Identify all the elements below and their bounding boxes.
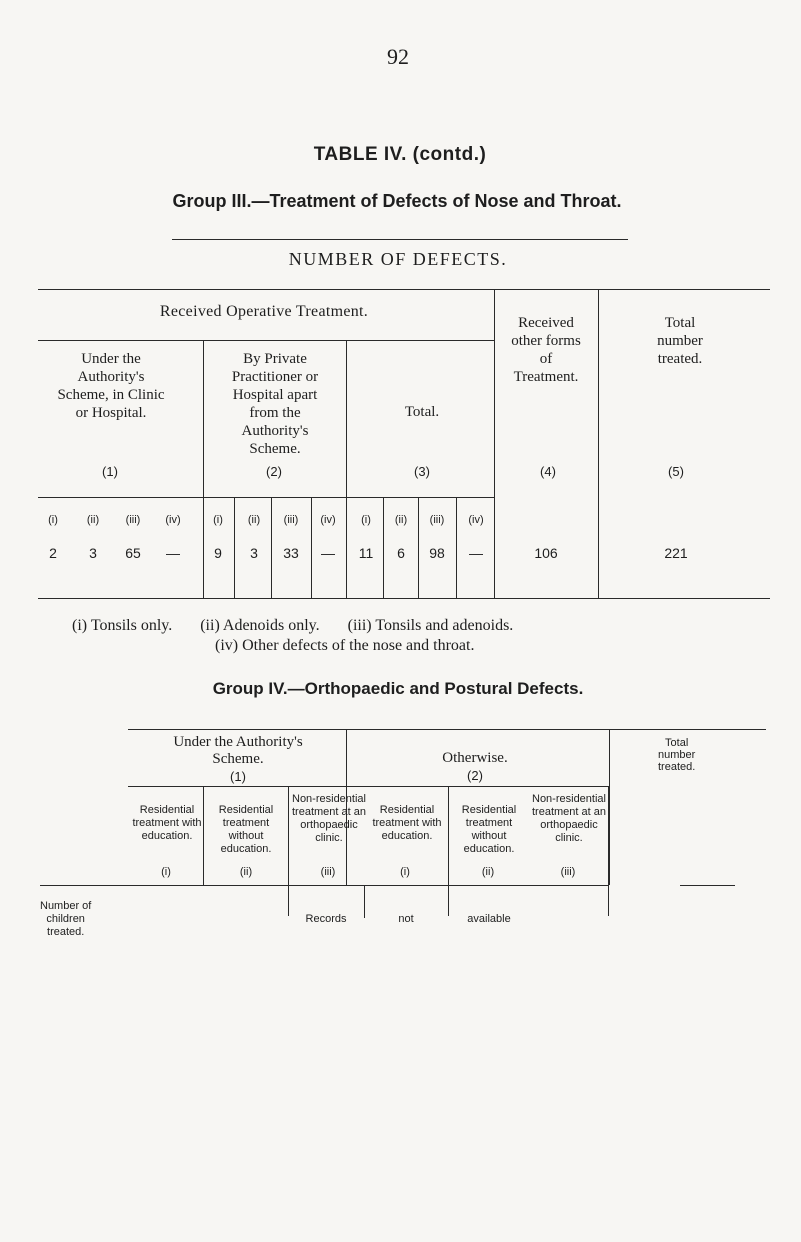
- subheader-3-i: (i): [361, 514, 371, 526]
- subheader-4-1-iii-num: (iii): [320, 866, 336, 878]
- value-2-iii: 33: [283, 545, 299, 561]
- subheader-4-1-i: Residential treatment with education.: [132, 804, 202, 842]
- subheader-2-ii: (ii): [247, 514, 261, 526]
- records-cell: Records: [305, 913, 347, 925]
- footnote-line-2: (iv) Other defects of the nose and throat.: [215, 637, 475, 654]
- value-1-ii: 3: [89, 545, 97, 561]
- available-cell: available: [467, 913, 511, 925]
- subheader-1-iii: (iii): [125, 514, 141, 526]
- received-operative-header: Received Operative Treatment.: [159, 303, 369, 320]
- value-1-iv: —: [166, 545, 180, 561]
- group4-heading: Group IV.—Orthopaedic and Postural Defects.: [212, 679, 584, 698]
- subheader-2-iv: (iv): [320, 514, 336, 526]
- value-2-i: 9: [214, 545, 222, 561]
- value-3-ii: 6: [397, 545, 405, 561]
- subheader-4-2-i: Residential treatment with education.: [372, 804, 442, 842]
- subheader-4-1-iii: Non-residential treatment at an orthopaedic clinic.: [292, 793, 366, 844]
- subheader-2-i: (i): [213, 514, 223, 526]
- value-3-i: 11: [358, 545, 374, 561]
- col2-number: (2): [266, 464, 282, 479]
- value-1-i: 2: [49, 545, 57, 561]
- received-other-header: Received other forms of Treatment.: [511, 315, 581, 385]
- subheader-4-2-iii: Non-residential treatment at an orthopaedic clinic.: [532, 793, 606, 844]
- col4-number: (4): [540, 464, 556, 479]
- value-col5: 221: [664, 545, 688, 561]
- value-3-iii: 98: [429, 545, 445, 561]
- col1-number: (1): [102, 464, 118, 479]
- subheader-4-1-ii-num: (ii): [239, 866, 253, 878]
- subheader-4-1-i-num: (i): [161, 866, 171, 878]
- subheader-4-2-ii: Residential treatment without education.: [461, 804, 517, 855]
- value-1-iii: 65: [125, 545, 141, 561]
- subheader-4-1-ii: Residential treatment without education.: [218, 804, 274, 855]
- subheader-4-2-i-num: (i): [400, 866, 410, 878]
- table-title: TABLE IV. (contd.): [313, 144, 487, 165]
- subheader-3-iii: (iii): [429, 514, 445, 526]
- row-label: Number of children treated.: [40, 900, 92, 938]
- col3-number: (3): [414, 464, 430, 479]
- subheader-4-2-iii-num: (iii): [560, 866, 576, 878]
- value-2-ii: 3: [250, 545, 258, 561]
- group4-total-header: Total number treated.: [658, 737, 696, 773]
- page-number: 92: [387, 44, 409, 69]
- col5-number: (5): [668, 464, 684, 479]
- group3-heading: Group III.—Treatment of Defects of Nose and Throat.: [172, 191, 622, 211]
- group3-subheading: NUMBER OF DEFECTS.: [288, 249, 508, 269]
- subheader-4-2-ii-num: (ii): [481, 866, 495, 878]
- otherwise-header: Otherwise. (2): [442, 750, 508, 783]
- subheader-1-iv: (iv): [165, 514, 181, 526]
- value-2-iv: —: [321, 545, 335, 561]
- subheader-3-ii: (ii): [394, 514, 408, 526]
- not-cell: not: [398, 913, 414, 925]
- subheader-2-iii: (iii): [283, 514, 299, 526]
- under-authority-header: Under the Authority's Scheme. (1): [173, 734, 303, 784]
- value-col4: 106: [534, 545, 558, 561]
- footnote-line-1: (i) Tonsils only. (ii) Adenoids only. (iii) Tonsils and adenoids.: [72, 617, 514, 634]
- total-number-header: Total number treated.: [657, 315, 703, 367]
- col2-header: By Private Practitioner or Hospital apart from the Authority's Scheme.: [231, 351, 319, 457]
- col3-header: Total.: [404, 404, 440, 420]
- subheader-1-ii: (ii): [86, 514, 100, 526]
- subheader-3-iv: (iv): [468, 514, 484, 526]
- value-3-iv: —: [469, 545, 483, 561]
- subheader-1-i: (i): [48, 514, 58, 526]
- col1-header: Under the Authority's Scheme, in Clinic or Hospital.: [57, 351, 165, 421]
- divider: [172, 239, 628, 240]
